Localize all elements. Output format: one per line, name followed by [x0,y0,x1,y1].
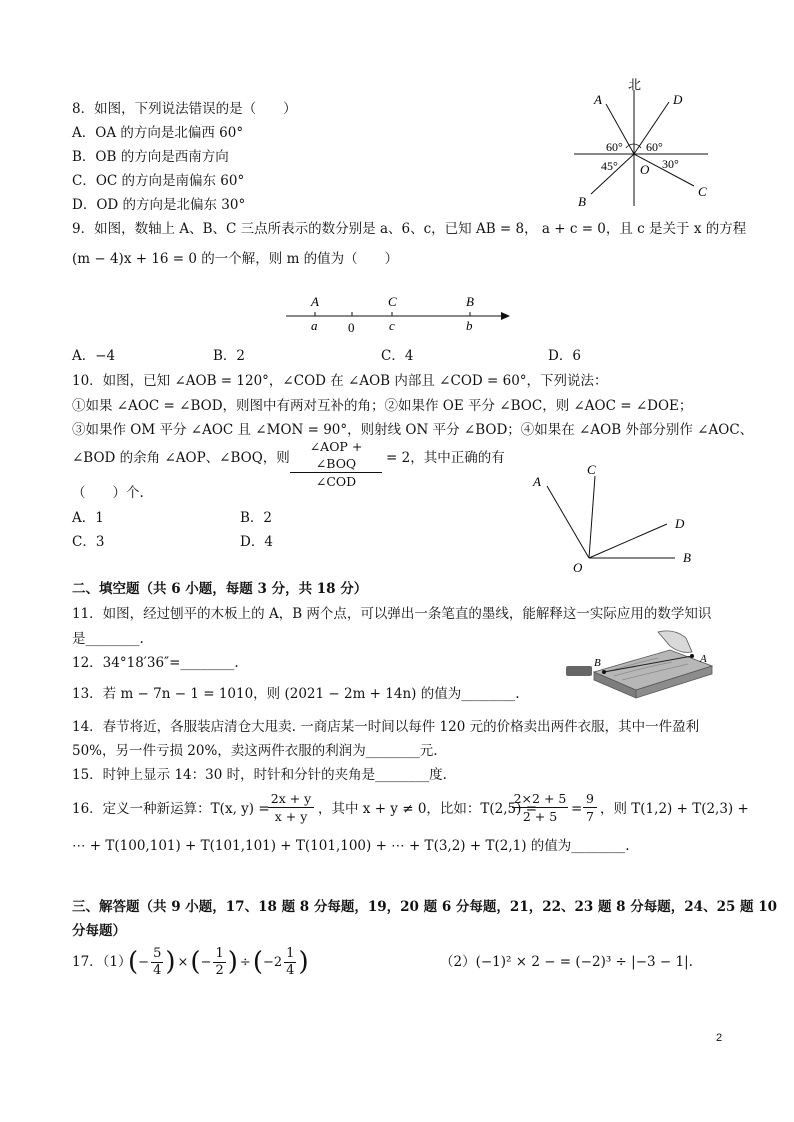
q16-fraction-definition [268,790,314,825]
axis-point-c: C [388,294,397,309]
section-2-heading: 二、填空题（共 6 小题，每题 3 分，共 18 分） [72,581,368,597]
q16-fraction-example [512,790,568,825]
q9-option-d: D．6 [548,348,581,364]
q17-mixed-whole: 2 [273,954,283,970]
q16-fraction-example-denominator: 2 + 5 [522,809,558,824]
q16-text-b: ，其中 x + y ≠ 0，比如：T(2,5) = [318,801,538,817]
q16-line-2: ⋯ + T(100,101) + T(101,101) + T(101,100) + ⋯ + T(3,2) + T(2,1) 的值为________. [72,838,630,854]
q8-direction-figure [566,76,716,211]
section-3-heading-line-2: 分每题） [72,923,126,939]
q16-fraction-example-numerator: 2×2 + 5 [513,791,567,806]
fig8-label-c: C [698,184,707,199]
fig10-label-o: O [573,560,583,575]
q16-fraction-result-denominator: 7 [586,809,594,824]
q16-text-c: = [571,801,583,817]
fig10-label-a: A [533,474,541,489]
fig8-label-b: B [578,194,586,209]
fig11-label-a: A [700,653,707,665]
q11-line-2: 是________. [72,631,144,647]
q16-text-d: ，则 T(1,2) + T(2,3) + [600,801,749,817]
q17-frac1-num: 5 [153,945,162,961]
q16-fraction-result [583,790,597,825]
axis-point-a: A [311,294,319,309]
q10-line-3: ③如果作 OM 平分 ∠AOC 且 ∠MON = 90°，则射线 ON 平分 ∠BOD；④如果在 ∠AOB 外部分别作 ∠AOC、 [72,422,754,438]
q10-angle-figure [525,460,705,575]
fig10-label-d: D [675,516,685,531]
q16-fraction-definition-numerator: 2x + y [268,790,314,808]
fig10-label-c: C [587,462,596,477]
axis-value-c: c [389,318,395,333]
q9-line-1: 9．如图，数轴上 A、B、C 三点所表示的数分别是 a、6、c，已知 AB = 8， a + c = 0，且 c 是关于 x 的方程 [72,221,747,237]
q10-fraction-numerator: ∠AOP + ∠BOQ [290,438,382,473]
q9-option-a: A．−4 [72,348,116,364]
hand-icon [658,631,692,653]
q16-fraction-definition-denominator: x + y [274,809,308,824]
angle-label-60-right: 60° [646,140,663,154]
q8-option-c: C．OC 的方向是南偏东 60° [72,173,245,189]
q16-text-a: 16．定义一种新运算：T(x, y) = [72,801,270,817]
q12: 12．34°18′36″=________. [72,655,239,671]
fig10-label-b: B [683,550,691,565]
q8-stem: 8．如图，下列说法错误的是（ ） [72,101,297,117]
q10-line-5: （ ）个. [72,485,144,501]
q10-line-4b: = 2，其中正确的有 [386,450,505,466]
q11-line-1: 11．如图，经过刨平的木板上的 A，B 两个点，可以弹出一条笔直的墨线，能解释这一实际应用的数学知识 [72,606,712,622]
angle-label-45: 45° [601,159,618,173]
q8-option-d: D．OD 的方向是北偏东 30° [72,197,246,213]
axis-point-b: B [466,294,474,309]
section-3-heading-line-1: 三、解答题（共 9 小题，17、18 题 8 分每题，19，20 题 6 分每题，21，22、23 题 8 分每题，24、25 题 10 [72,899,778,915]
q14-line-1: 14．春节将近，各服装店清仓大甩卖. 一商店某一时间以每件 120 元的价格卖出两件衣服，其中一件盈利 [72,719,700,735]
q17-frac1-den: 4 [153,962,162,978]
q10-line-4a: ∠BOD 的余角 ∠AOP、∠BOQ，则 [72,450,290,466]
q8-option-a: A．OA 的方向是北偏西 60° [72,125,244,141]
q9-line-2: (m − 4)x + 16 = 0 的一个解，则 m 的值为（ ） [72,251,399,267]
fig11-label-b: B [594,657,601,669]
q11-wood-board-figure [562,628,722,700]
q17-part-1-prefix: 17．（1） [72,954,132,970]
fig8-label-d: D [673,92,683,107]
q17-frac2-num: 1 [215,945,224,961]
axis-value-zero: 0 [348,320,355,335]
q13: 13．若 m − 7n − 1 = 1010，则 (2021 − 2m + 14n) 的值为________. [72,686,520,702]
q10-option-a: A．1 [72,510,104,526]
q14-line-2: 50%，另一件亏损 20%，卖这两件衣服的利润为________元. [72,743,438,759]
angle-label-30: 30° [662,157,679,171]
q17-part-2: （2）(−1)² × 2 − = (−2)³ ÷ |−3 − 1|. [440,954,693,970]
q17-frac2-den: 2 [215,962,224,978]
axis-value-a: a [311,318,318,333]
q10-option-b: B．2 [240,510,273,526]
q16-fraction-result-numerator: 9 [583,790,597,808]
q10-line-1: 10．如图，已知 ∠AOB = 120°，∠COD 在 ∠AOB 内部且 ∠COD = 60°，下列说法： [72,373,608,389]
angle-label-60-left: 60° [606,140,623,154]
q8-option-b: B．OB 的方向是西南方向 [72,149,229,165]
fig8-label-o: O [640,162,650,177]
q9-option-b: B．2 [213,348,246,364]
fig8-label-a: A [594,92,602,107]
q17-frac3-num: 1 [286,945,295,961]
north-label: 北 [628,77,642,92]
q10-fraction [290,438,382,490]
ink-box-icon [566,666,592,676]
q10-line-2: ①如果 ∠AOC = ∠BOD，则图中有两对互补的角；②如果作 OE 平分 ∠BOC，则 ∠AOC = ∠DOE； [72,398,693,414]
q17-part-1-expression: ( − $\frac{5}{4}$ ) × ( − $\frac{1}{2}$ ) ÷ ( − 2 $\frac{1}{4}$ ) [128,945,309,978]
q10-fraction-denominator: ∠COD [315,474,357,489]
axis-value-b: b [466,318,473,333]
page-number: 2 [716,1032,723,1044]
q17-frac3-den: 4 [286,962,295,978]
q10-option-c: C．3 [72,534,105,550]
q15: 15．时钟上显示 14：30 时，时针和分针的夹角是________度. [72,767,447,783]
q9-option-c: C．4 [381,348,414,364]
q10-option-d: D．4 [240,534,273,550]
q9-number-line [280,292,520,340]
